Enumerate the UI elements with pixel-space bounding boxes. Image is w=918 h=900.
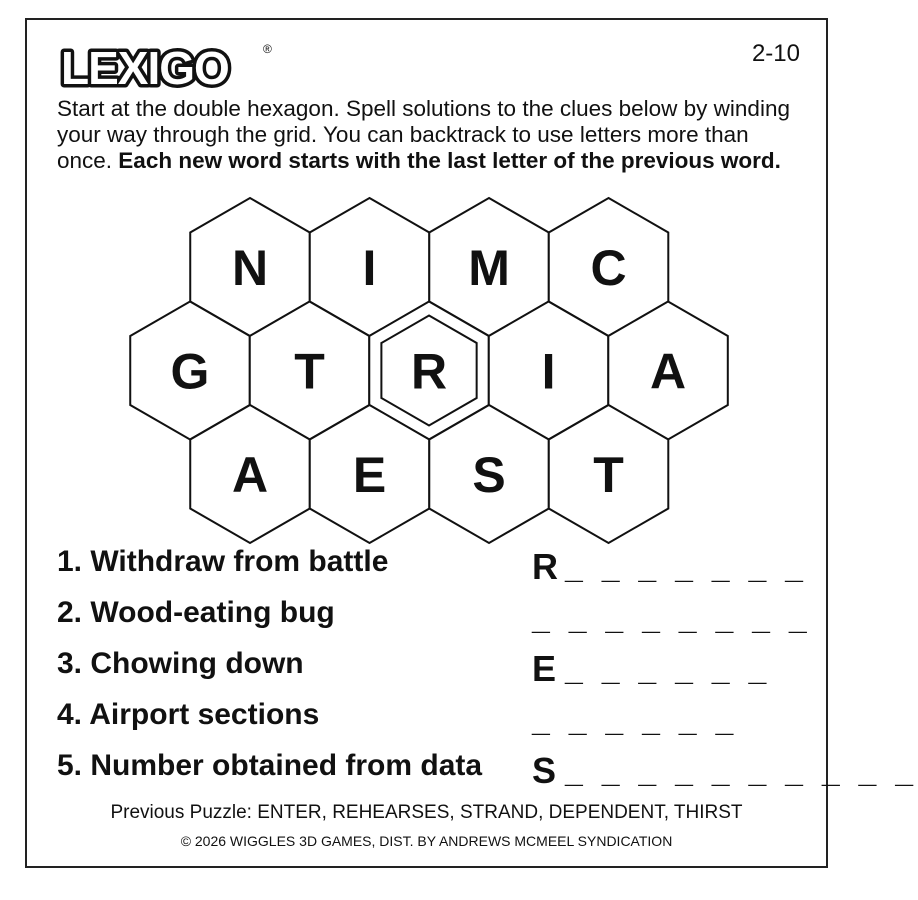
hex-letter: R bbox=[410, 343, 448, 400]
instructions-rule: Each new word starts with the last letter of the previous word. bbox=[118, 148, 781, 173]
clue-text: 4. Airport sections bbox=[57, 698, 320, 731]
clue-1 bbox=[57, 545, 827, 589]
clue-start-letter: R bbox=[532, 546, 558, 587]
answer-blanks[interactable]: _ _ _ _ _ _ _ _ _ _ bbox=[565, 753, 918, 789]
copyright: © 2026 WIGGLES 3D GAMES, DIST. BY ANDREWS MCMEEL SYNDICATION bbox=[180, 833, 673, 849]
hex-letter: T bbox=[294, 343, 325, 400]
clue-start-letter: E bbox=[532, 648, 557, 689]
hex-letter: M bbox=[468, 240, 510, 296]
clue-start-letter: S bbox=[532, 750, 557, 791]
hex-letter: E bbox=[352, 447, 387, 503]
hex-grid bbox=[120, 205, 740, 535]
hex-letter: S bbox=[472, 447, 506, 503]
answer-blanks[interactable]: _ _ _ _ _ _ bbox=[565, 651, 772, 687]
clue-3 bbox=[57, 647, 827, 691]
logo-text: LEXIGO bbox=[61, 42, 229, 94]
clue-text: 1. Withdraw from battle bbox=[57, 545, 389, 578]
hex-letter: I bbox=[541, 343, 556, 400]
clue-text: 5. Number obtained from data bbox=[57, 749, 483, 782]
hex-letter: C bbox=[590, 240, 627, 296]
registered-mark: ® bbox=[263, 42, 272, 56]
hex-letter: I bbox=[362, 240, 377, 296]
previous-puzzle-answers: Previous Puzzle: ENTER, REHEARSES, STRAND, DEPENDENT, THIRST bbox=[110, 802, 743, 823]
answer-blanks[interactable]: _ _ _ _ _ _ _ _ bbox=[532, 600, 812, 636]
clue-5 bbox=[57, 749, 918, 793]
lexigo-logo bbox=[57, 40, 279, 92]
hex-letter: A bbox=[649, 343, 687, 400]
answer-blanks[interactable]: _ _ _ _ _ _ _ bbox=[565, 549, 808, 585]
clue-2 bbox=[57, 596, 827, 640]
clue-4 bbox=[57, 698, 827, 742]
hex-letter: T bbox=[593, 447, 624, 503]
instructions bbox=[57, 96, 797, 174]
hex-letter: N bbox=[231, 240, 269, 296]
puzzle-id: 2-10 bbox=[751, 40, 800, 67]
hex-letter: A bbox=[231, 447, 269, 503]
instructions-text: Start at the double hexagon. Spell solutions to the clues below by winding your way through the grid. You can backtrack to use letters more than once. bbox=[57, 96, 790, 173]
answer-blanks[interactable]: _ _ _ _ _ _ bbox=[532, 702, 739, 738]
clue-text: 2. Wood-eating bug bbox=[57, 596, 335, 629]
clue-text: 3. Chowing down bbox=[57, 647, 304, 680]
hex-letter: G bbox=[170, 343, 210, 400]
